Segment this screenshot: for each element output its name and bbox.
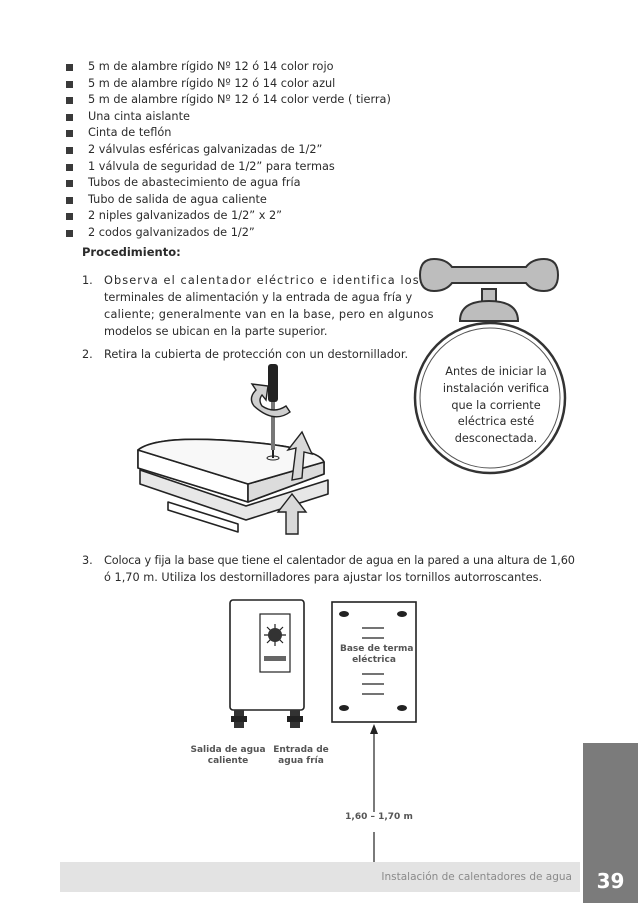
list-item: 2 válvulas esféricas galvanizadas de 1/2” [66,142,391,159]
heater-unit-illustration [226,598,308,738]
square-bullet-icon [66,81,73,88]
step-text-line: terminales de alimentación y la entrada de agua fría y [104,291,413,304]
list-item: 1 válvula de seguridad de 1/2” para termas [66,159,391,176]
step-number: 3. [82,554,93,567]
list-item: 5 m de alambre rígido Nº 12 ó 14 color verde ( tierra) [66,92,391,109]
square-bullet-icon [66,130,73,137]
footer-bar [60,862,580,892]
indicator-bar [264,656,286,661]
square-bullet-icon [66,180,73,187]
square-bullet-icon [66,114,73,121]
section-title: Instalación de calentadores de agua [381,871,572,883]
step-number: 1. [82,274,93,287]
list-item: 5 m de alambre rígido Nº 12 ó 14 color azul [66,76,391,93]
step-number: 2. [82,348,93,361]
step-text-line: caliente; generalmente van en la base, pero en algunos [104,308,434,321]
list-item: 2 codos galvanizados de 1/2” [66,225,391,242]
list-item: Una cinta aislante [66,109,391,126]
step-text-line: Retira la cubierta de protección con un destornillador. [104,348,409,361]
step-text-line: Coloca y fija la base que tiene el calentador de agua en la pared a una altura de 1,60 [104,554,575,567]
square-bullet-icon [66,213,73,220]
cover-removal-illustration [128,362,348,540]
step-1 [82,272,462,342]
list-item: Tubos de abastecimiento de agua fría [66,175,391,192]
warning-bubble-text: Antes de iniciar la instalación verifica que la corriente eléctrica esté desconectada. [442,365,550,446]
height-label: 1,60 – 1,70 m [345,812,413,822]
list-item: 2 niples galvanizados de 1/2” x 2” [66,208,391,225]
base-label: Base de terma eléctrica [340,644,414,665]
page-number: 39 [596,869,625,893]
materials-list [66,59,391,242]
procedure-heading: Procedimiento: [82,245,181,259]
step-3 [82,552,582,588]
list-item: Cinta de teflón [66,125,391,142]
height-arrow-icon [366,724,382,870]
inlet-label: Entrada de agua fría [273,745,329,766]
square-bullet-icon [66,197,73,204]
dial-icon [264,624,286,646]
square-bullet-icon [66,230,73,237]
square-bullet-icon [66,97,73,104]
outlet-label: Salida de agua caliente [190,745,266,766]
list-item: 5 m de alambre rígido Nº 12 ó 14 color rojo [66,59,391,76]
square-bullet-icon [66,147,73,154]
list-item: Tubo de salida de agua caliente [66,192,391,209]
step-text-line: Observa el calentador eléctrico e identifica los [104,274,420,287]
square-bullet-icon [66,164,73,171]
page-tab [583,743,638,903]
step-text-line: modelos se ubican en la parte superior. [104,325,328,338]
step-text-line: ó 1,70 m. Utiliza los destornilladores para ajustar los tornillos autorroscantes. [104,571,543,584]
square-bullet-icon [66,64,73,71]
